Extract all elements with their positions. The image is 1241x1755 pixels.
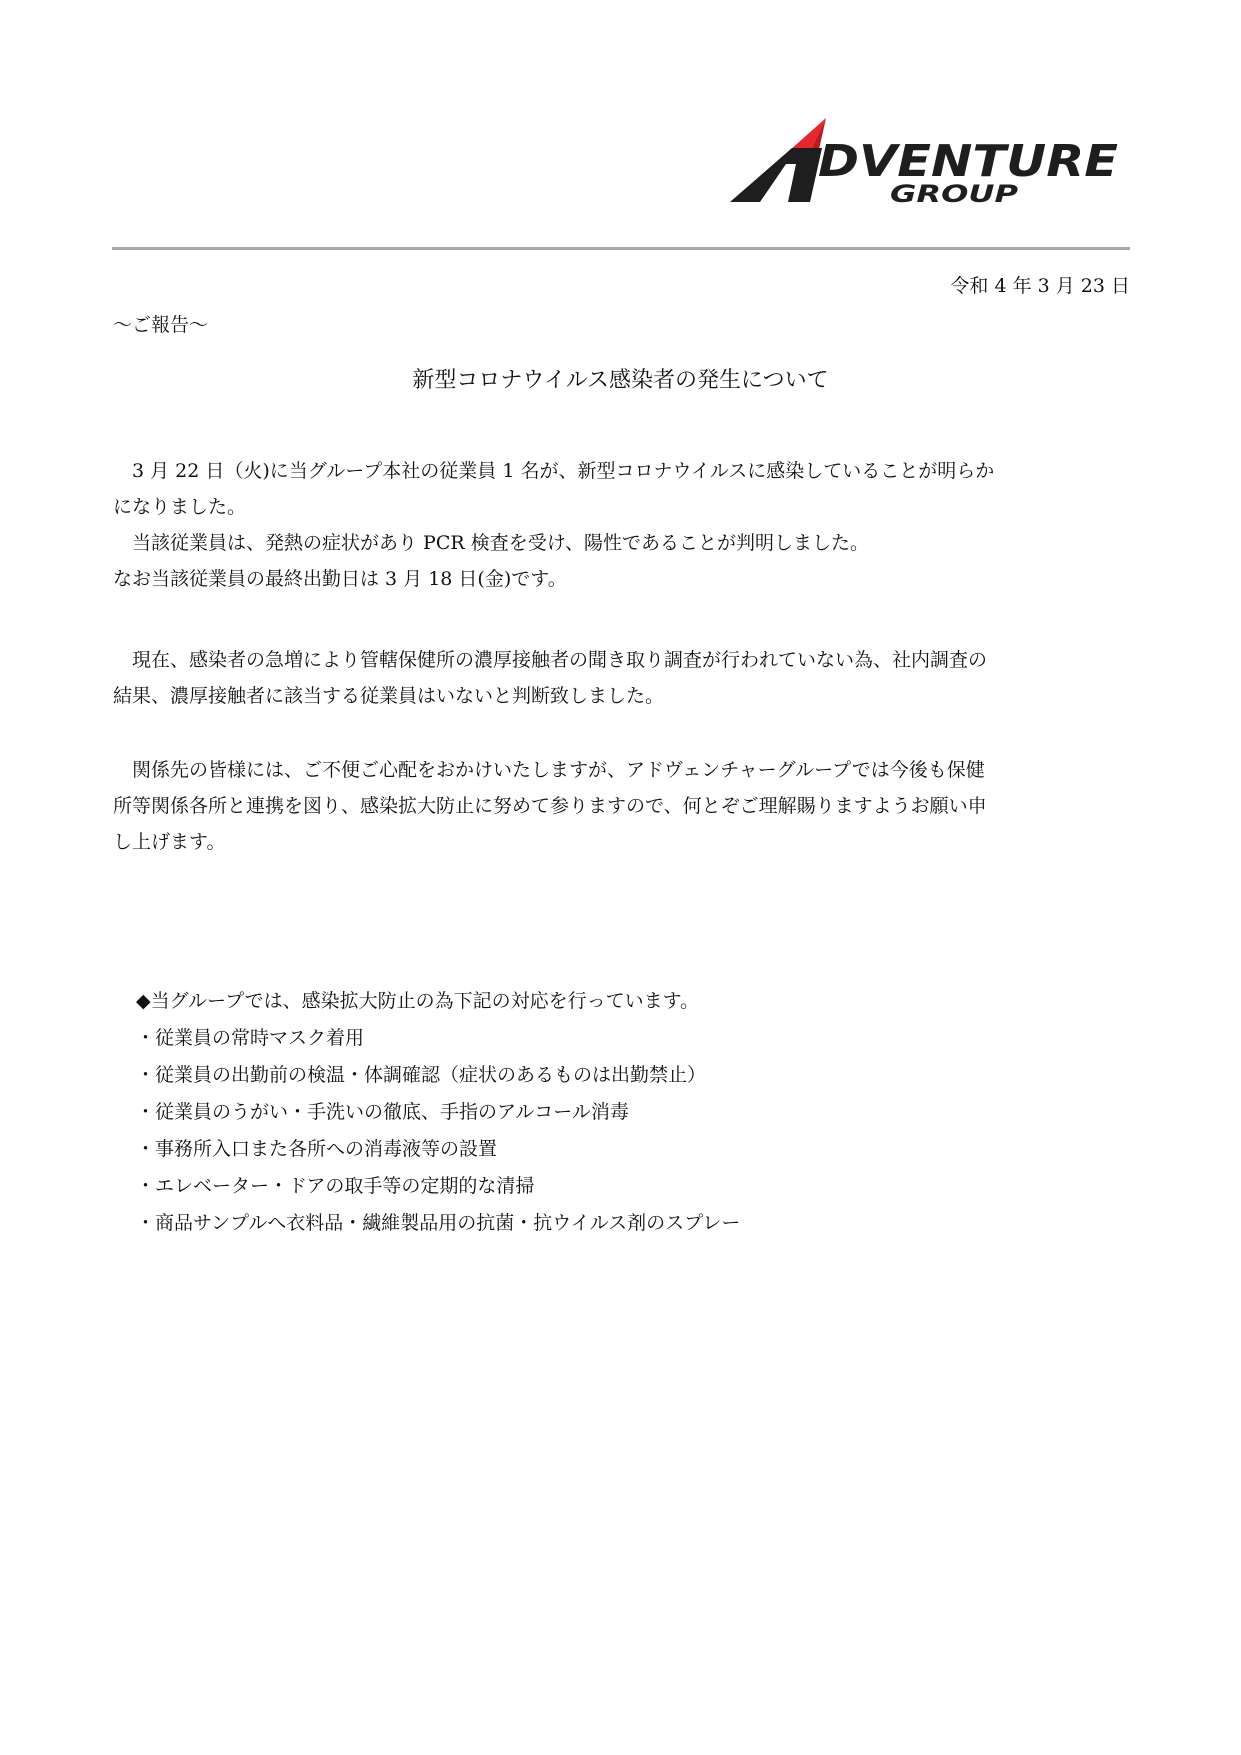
paragraph-line: なお当該従業員の最終出勤日は 3 月 18 日(金)です。: [113, 568, 567, 590]
logo-letter-a: [730, 148, 822, 202]
paragraph-line: 所等関係各所と連携を図り、感染拡大防止に努めて参りますので、何とぞご理解賜りますようお願い申: [113, 795, 987, 817]
list-item: ・事務所入口また各所への消毒液等の設置: [136, 1138, 498, 1160]
list-item: ・従業員の出勤前の検温・体調確認（症状のあるものは出勤禁止）: [136, 1064, 707, 1086]
paragraph-line: 当該従業員は、発熱の症状があり PCR 検査を受け、陽性であることが判明しました。: [113, 532, 869, 554]
measures-heading: ◆当グループでは、感染拡大防止の為下記の対応を行っています。: [136, 990, 700, 1012]
paragraph-infection-report: [113, 453, 1133, 597]
company-logo: [730, 118, 1130, 218]
document-date: 令和 4 年 3 月 23 日: [950, 275, 1130, 297]
svg-text:DVENTURE: DVENTURE: [818, 136, 1118, 187]
paragraph-line: 関係先の皆様には、ご不便ご心配をおかけいたしますが、アドヴェンチャーグループでは今後も保健: [113, 759, 985, 781]
paragraph-line: し上げます。: [113, 831, 226, 853]
paragraph-contact-tracing: [113, 642, 1133, 714]
document-title: 新型コロナウイルス感染者の発生について: [412, 368, 829, 393]
header-divider: [112, 247, 1130, 250]
paragraph-line: 結果、濃厚接触者に該当する従業員はいないと判断致しました。: [113, 685, 665, 707]
paragraph-line: になりました。: [113, 496, 247, 518]
list-item: ・エレベーター・ドアの取手等の定期的な清掃: [136, 1175, 535, 1197]
list-item: ・従業員の常時マスク着用: [136, 1027, 365, 1049]
paragraph-line: 3 月 22 日（火)に当グループ本社の従業員 1 名が、新型コロナウイルスに感染していることが明らか: [113, 460, 995, 482]
paragraph-line: 現在、感染者の急増により管轄保健所の濃厚接触者の聞き取り調査が行われていない為、社内調査の: [113, 649, 988, 671]
measures-list: [136, 983, 740, 1242]
list-item: ・商品サンプルへ衣料品・繊維製品用の抗菌・抗ウイルス剤のスプレー: [136, 1212, 741, 1234]
paragraph-apology: [113, 752, 1133, 860]
report-label: ～ご報告～: [113, 314, 209, 336]
svg-text:GROUP: GROUP: [890, 180, 1019, 208]
list-item: ・従業員のうがい・手洗いの徹底、手指のアルコール消毒: [136, 1101, 629, 1123]
